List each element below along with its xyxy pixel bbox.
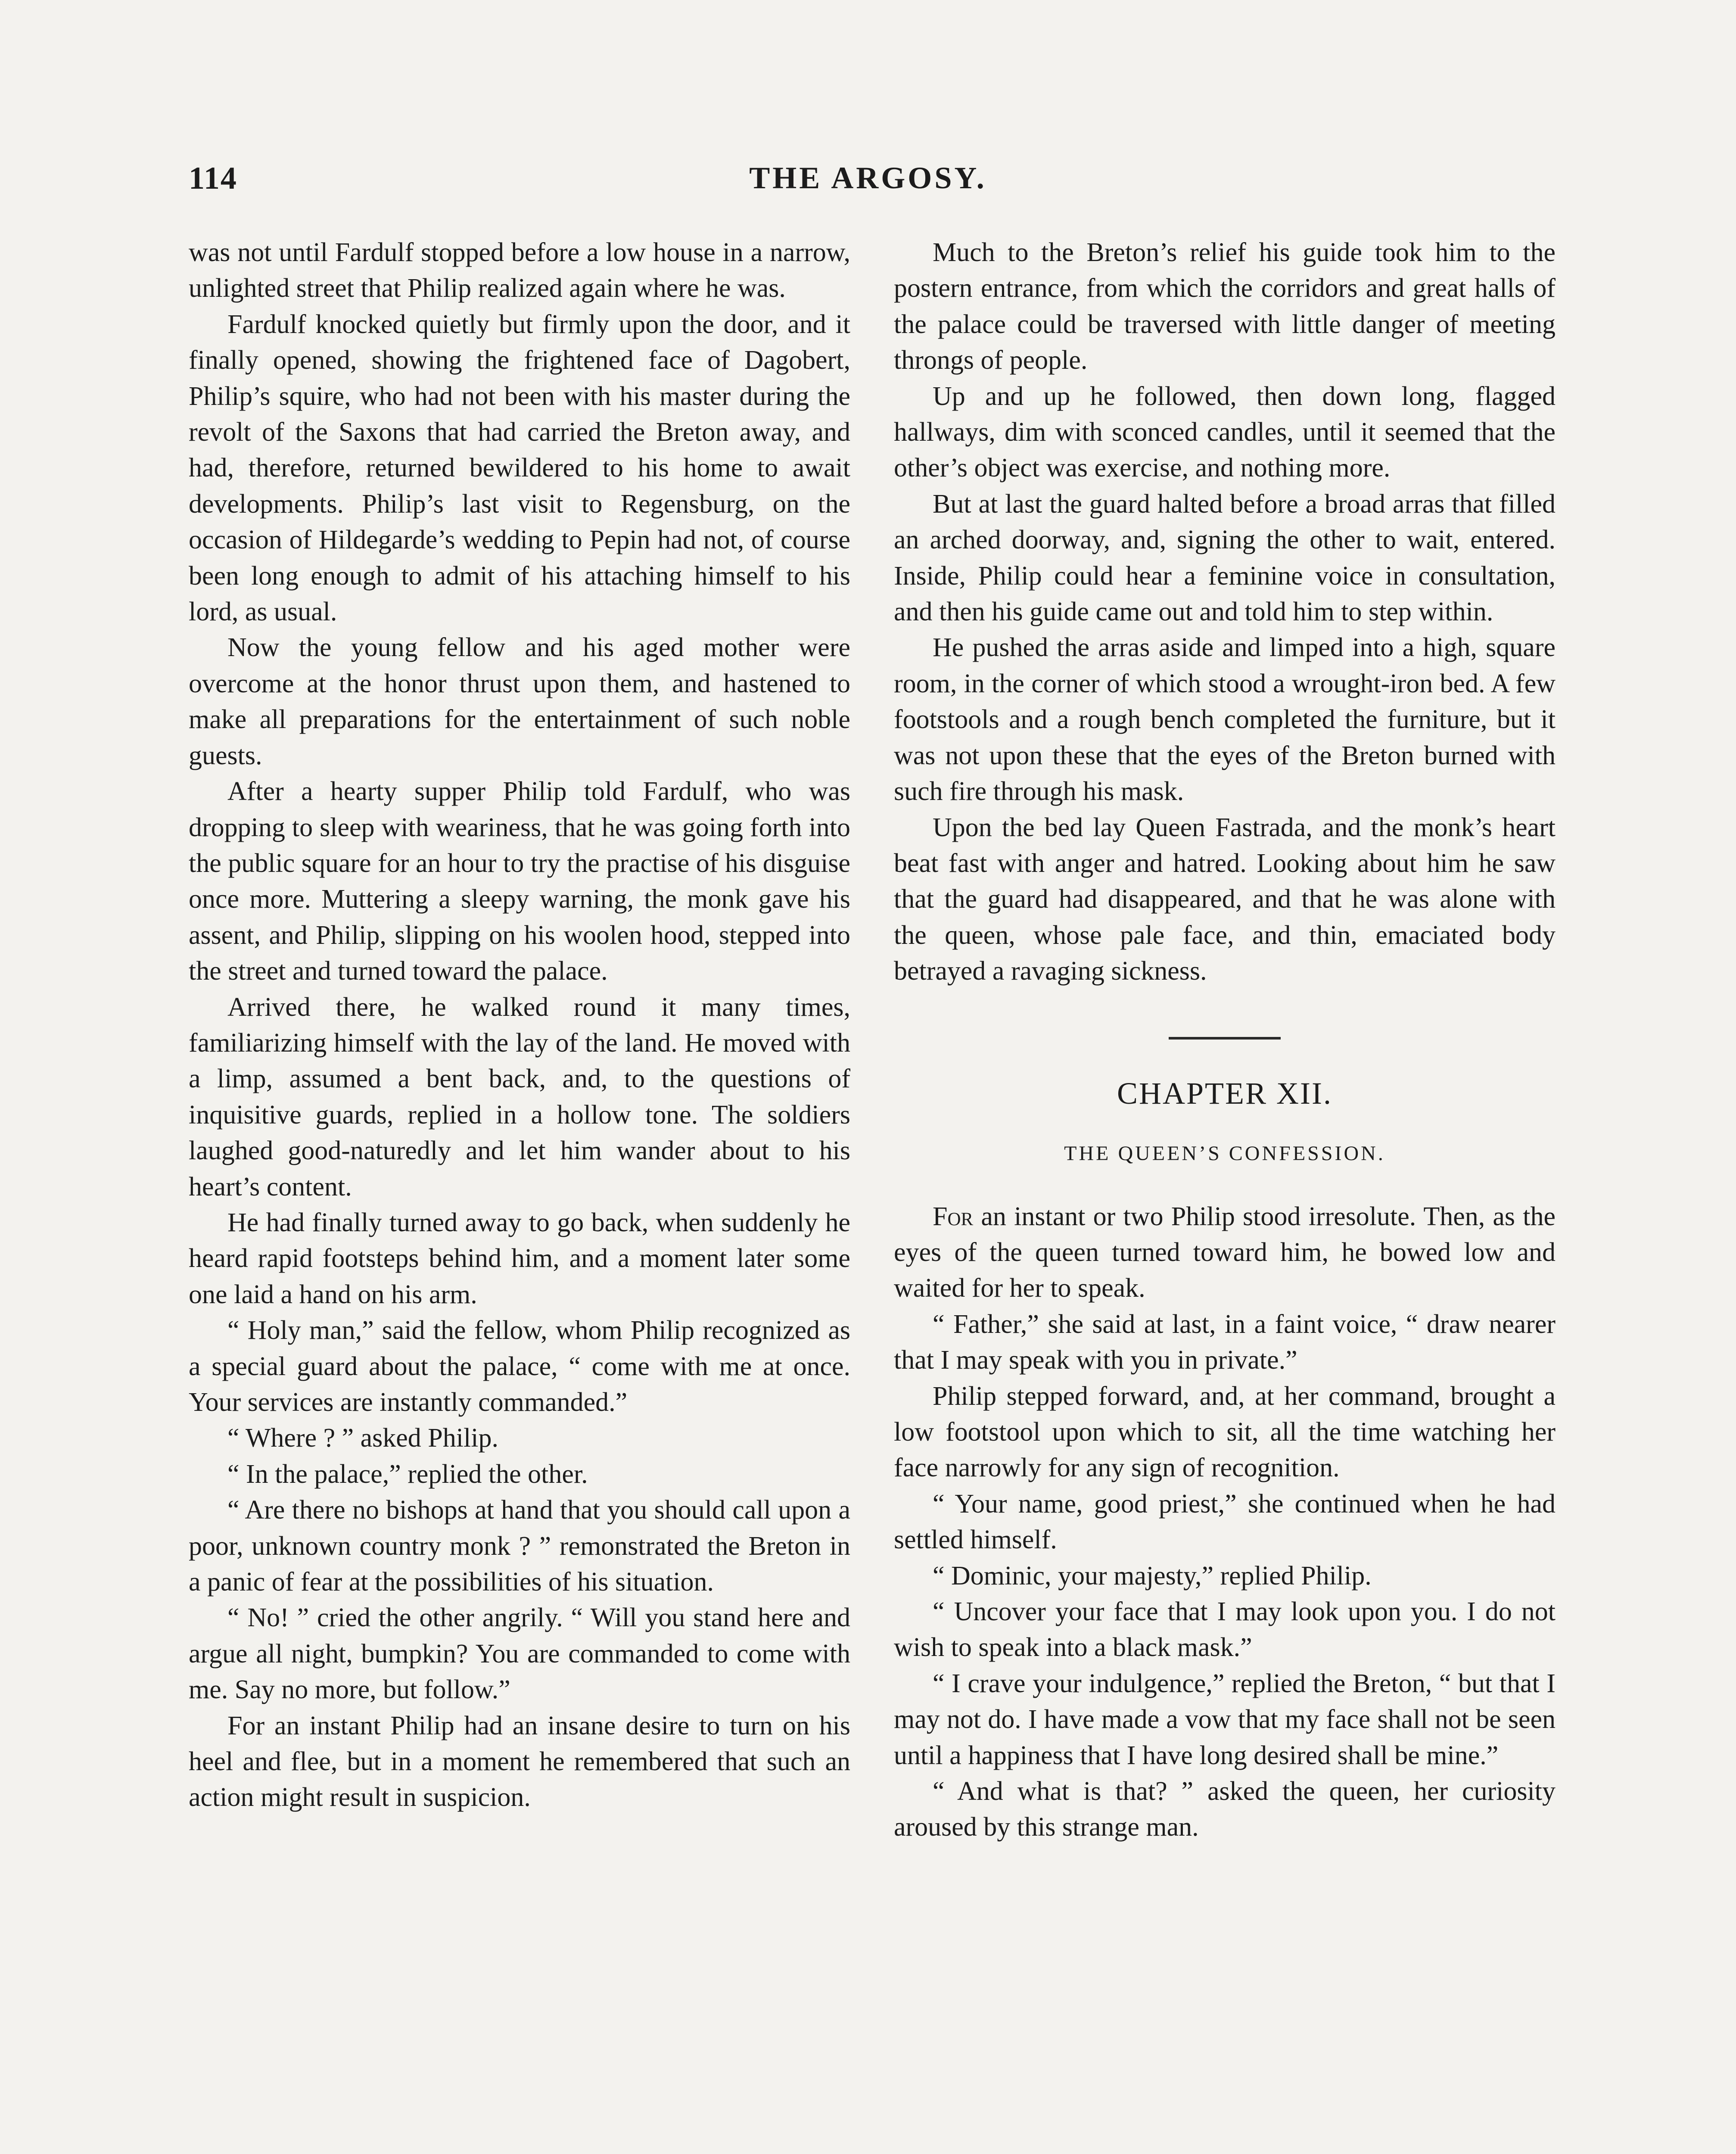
paragraph: Philip stepped forward, and, at her command, brought a low footstool upon which to sit, all the time watching her face narrowly for any sign of recognition. [894,1381,1556,1483]
page-header [189,160,1547,208]
paragraph: Now the young fellow and his aged mother were overcome at the honor thrust upon them, and hastened to make all preparations for the entertainment of such noble guests. [189,633,850,770]
right-column [894,235,1556,1846]
opening-text: an instant or two Philip stood irresolute. Then, as the eyes of the queen turned toward him, he bowed low and waited for her to speak. [894,1202,1556,1303]
paragraph: Upon the bed lay Queen Fastrada, and the monk’s heart beat fast with anger and hatred. Looking about him he saw that the guard had disappeared, and that he was alone with the queen, whose pale face, and thin, emaciated body betrayed a ravaging sickness. [894,812,1556,986]
paragraph: “ Where ? ” asked Philip. [227,1423,498,1453]
paragraph: He had finally turned away to go back, when suddenly he heard rapid footsteps behind him, and a moment later some one laid a hand on his arm. [189,1208,850,1309]
paragraph: Arrived there, he walked round it many times, familiarizing himself with the lay of the land. He moved with a limp, assumed a bent back, and, to the questions of inquisitive guards, replied in a hollow tone. The soldiers laughed good-naturedly and let him wander about to his heart’s content. [189,992,850,1202]
paragraph: But at last the guard halted before a broad arras that filled an arched doorway, and, signing the other to wait, entered. Inside, Philip could hear a feminine voice in consultation, and then his guide came out and told him to step within. [894,489,1556,627]
paragraph: “ Father,” she said at last, in a faint voice, “ draw nearer that I may speak with you in private.” [894,1309,1556,1375]
paragraph: Much to the Breton’s relief his guide took him to the postern entrance, from which the corridors and great halls of the palace could be traversed with little danger of meeting throngs of people. [894,238,1556,375]
paragraph: “ Your name, good priest,” she continued when he had settled himself. [894,1489,1556,1555]
paragraph: “ Uncover your face that I may look upon you. I do not wish to speak into a black mask.” [894,1597,1556,1662]
paragraph: For an instant Philip had an insane desire to turn on his heel and flee, but in a moment he remembered that such an action might result in suspicion. [189,1711,850,1812]
paragraph: “ I crave your indulgence,” replied the Breton, “ but that I may not do. I have made a vow that my face shall not be seen until a happiness that I have long desired shall be mine.” [894,1668,1556,1770]
page-number: 114 [189,161,237,196]
paragraph: was not until Fardulf stopped before a low house in a narrow, unlighted street that Philip realized again where he was. [189,238,850,303]
paragraph: “ In the palace,” replied the other. [227,1459,588,1489]
paragraph: “ Dominic, your majesty,” replied Philip. [933,1561,1372,1591]
paragraph: Up and up he followed, then down long, flagged hallways, dim with sconced candles, until it seemed that the other’s object was exercise, and nothing more. [894,381,1556,483]
chapter-subtitle: THE QUEEN’S CONFESSION. [1064,1142,1385,1165]
paragraph: “ Holy man,” said the fellow, whom Philip recognized as a special guard about the palace, “ come with me at once. Your services are instantly commanded.” [189,1316,850,1417]
running-title: THE ARGOSY. [749,161,987,195]
paragraph: Fardulf knocked quietly but firmly upon the door, and it finally opened, showing the frightened face of Dagobert, Philip’s squire, who had not been with his master during the revolt of the Saxons that had carried the Breton away, and had, therefore, returned bewildered to his home to await developments. Philip’s last visit to Regensburg, on the occasion of Hildegarde’s wedding to Pepin had not, of course been long enough to admit of his attaching himself to his lord, as usual. [189,309,850,627]
paragraph: He pushed the arras aside and limped into a high, square room, in the corner of which stood a wrought-iron bed. A few footstools and a rough bench completed the furniture, but it was not upon these that the eyes of the Breton burned with such fire through his mask. [894,633,1556,806]
chapter-opening-paragraph [894,1199,1556,1307]
left-column [189,235,850,1816]
opening-word: For [933,1202,974,1231]
paragraph: “ And what is that? ” asked the queen, her curiosity aroused by this strange man. [894,1777,1556,1842]
paragraph: “ No! ” cried the other angrily. “ Will you stand here and argue all night, bumpkin? You are commanded to come with me. Say no more, but follow.” [189,1603,850,1705]
chapter-title: CHAPTER XII. [1117,1076,1332,1111]
paragraph: “ Are there no bishops at hand that you should call upon a poor, unknown country monk ? ” remonstrated the Breton in a panic of fear at the possibilities of his situation. [189,1495,850,1597]
section-divider [1169,1037,1281,1040]
paragraph: After a hearty supper Philip told Fardulf, who was dropping to sleep with weariness, that he was going forth into the public square for an hour to try the practise of his disguise once more. Muttering a sleepy warning, the monk gave his assent, and Philip, slipping on his woolen hood, stepped into the street and turned toward the palace. [189,777,850,986]
